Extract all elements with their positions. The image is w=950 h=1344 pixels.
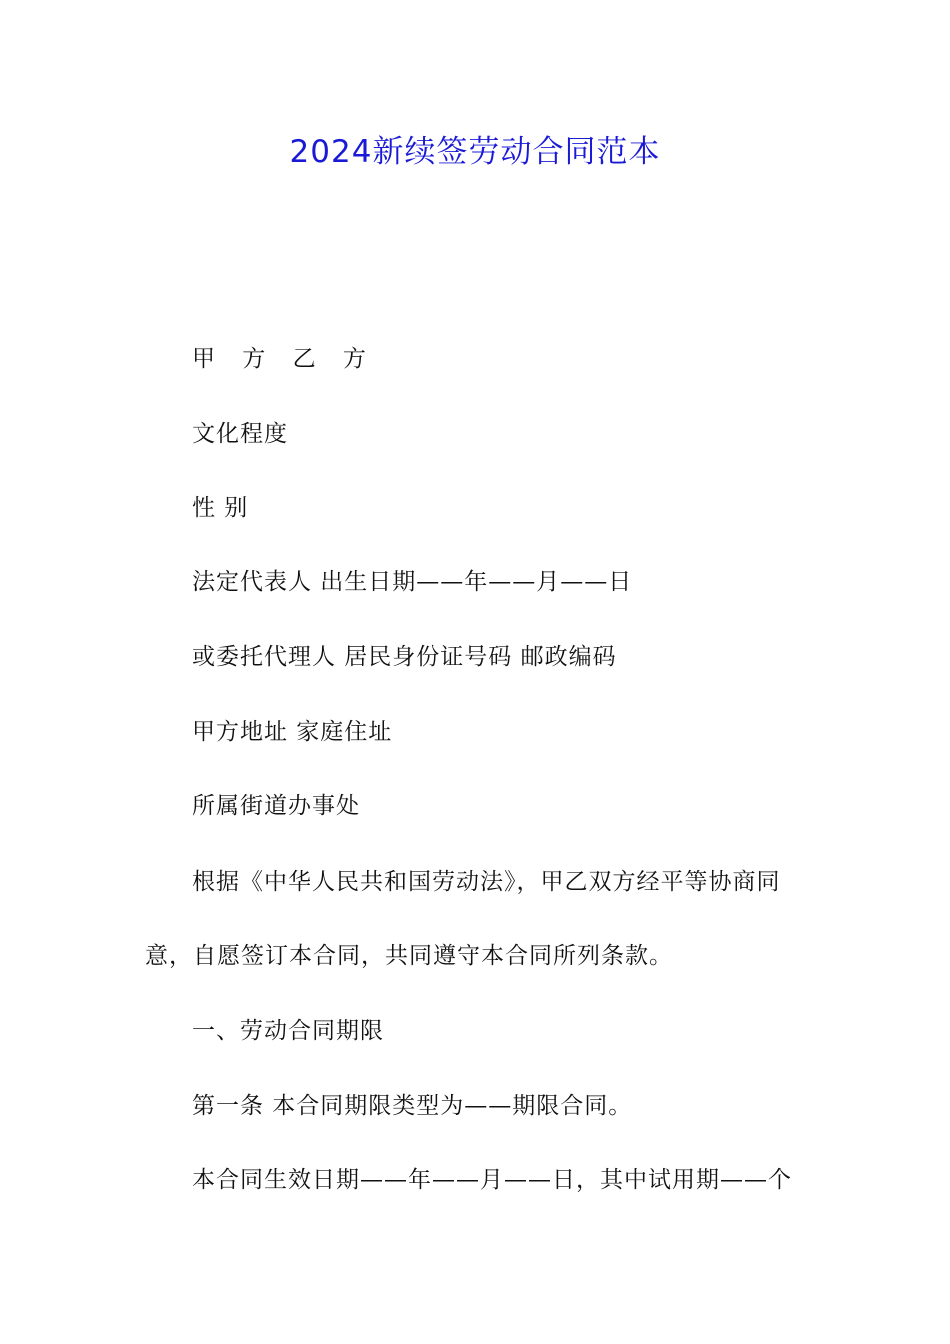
- party-line: 甲 方 乙 方: [192, 346, 376, 372]
- agent-line: 或委托代理人 居民身份证号码 邮政编码: [192, 644, 617, 670]
- street-office-line: 所属街道办事处: [192, 793, 360, 819]
- document-title: 2024新续签劳动合同范本: [289, 134, 661, 170]
- address-line: 甲方地址 家庭住址: [192, 719, 393, 745]
- section-heading: 一、劳动合同期限: [192, 1018, 384, 1044]
- gender-line: 性 别: [192, 495, 249, 521]
- preamble-line-1: 根据《中华人民共和国劳动法》，甲乙双方经平等协商同: [192, 869, 781, 895]
- effective-date-line: 本合同生效日期——年——月——日，其中试用期——个: [192, 1167, 792, 1193]
- preamble-line-2: 意，自愿签订本合同，共同遵守本合同所列条款。: [145, 943, 673, 969]
- education-line: 文化程度: [192, 421, 288, 447]
- article-one-line: 第一条 本合同期限类型为——期限合同。: [192, 1093, 633, 1119]
- legal-representative-line: 法定代表人 出生日期——年——月——日: [192, 569, 633, 595]
